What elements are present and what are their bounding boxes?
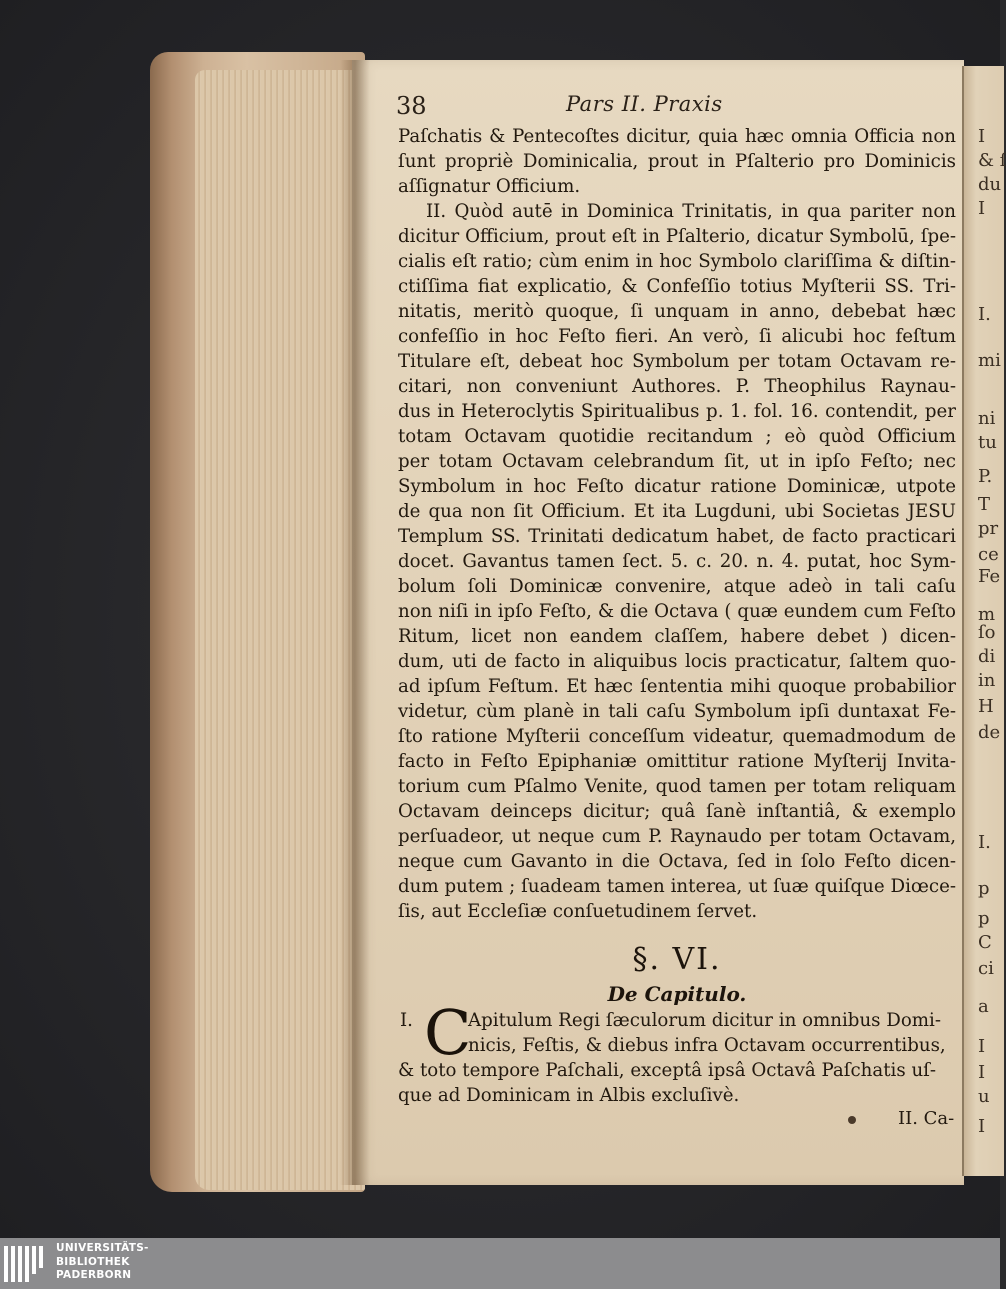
facing-text-fragment: ci [978,958,994,979]
facing-text-fragment: I. [978,304,991,325]
facing-text-fragment: T [978,494,991,515]
spine-shadow [340,60,370,1185]
facing-text-fragment: ſo [978,622,996,643]
text-line: II. Quòd autē in Dominica Trinitatis, in qua pariter non [426,201,956,222]
library-name-line: PADERBORN [56,1269,132,1281]
library-name-line: UNIVERSITÄTS- [56,1242,149,1254]
library-name [56,1242,149,1283]
text-line: ſis, aut Eccleſiæ conſuetudinem ſervet. [398,901,758,922]
facing-text-fragment: I [978,1116,986,1137]
catchword: II. Ca- [898,1108,955,1129]
facing-text-fragment: P. [978,466,993,487]
text-line: nitatis, meritò quoque, ſi unquam in anno, debebat hæc [398,301,956,322]
text-line: ctiſſima fiat explicatio, & Confeſſio totius Myſterii SS. Tri- [398,276,956,297]
text-line: non niſi in ipſo Feſto, & die Octava ( quæ eundem cum Feſto [398,601,956,622]
capitulum-line: que ad Dominicam in Albis excluſivè. [398,1085,740,1106]
text-line: Ritum, licet non eandem claſſem, habere debet ) dicen- [398,626,956,647]
text-line: videtur, cùm planè in tali caſu Symbolum ipſi duntaxat Fe- [398,701,956,722]
text-line: bolum ſoli Dominicæ convenire, atque adeò in tali caſu [398,576,956,597]
facing-text-fragment: & ſ [978,150,1006,171]
capitulum-line: Apitulum Regi ſæculorum dicitur in omnibus Domi- [468,1010,942,1031]
library-name-line: BIBLIOTHEK [56,1255,130,1268]
facing-text-fragment: I [978,126,986,147]
capitulum-paragraph [398,996,956,1108]
facing-text-fragment: I [978,1036,986,1057]
page-number: 38 [396,92,427,120]
text-line: Paſchatis & Pentecoſtes dicitur, quia hæc omnia Officia non [398,126,956,147]
facing-text-fragment: H [978,696,994,717]
text-line: dicitur Officium, prout eſt in Pſalterio, dicatur Symbolū, ſpe- [398,226,956,247]
facing-text-fragment: ce [978,544,999,565]
text-line: de qua non ſit Officium. Et ita Lugduni, ubi Societas JESU [398,501,956,522]
capitulum-line: nicis, Feſtis, & diebus infra Octavam occurrentibus, [468,1035,946,1056]
text-line: perſuadeor, ut neque cum P. Raynaudo per totam Octavam, [398,826,956,847]
facing-text-fragment: u [978,1086,990,1107]
facing-text-fragment: I [978,1062,986,1083]
facing-text-fragment: in [978,670,996,691]
capitulum-lines [398,1008,956,1108]
section-title: §. VI. [632,942,722,977]
section-subtitle: De Capitulo. [607,982,747,1006]
drop-capital: C [424,996,472,1069]
text-line: neque cum Gavanto in die Octava, ſed in ſolo Feſto dicen- [398,851,956,872]
text-line: citari, non conveniunt Authores. P. Theophilus Raynau- [398,376,956,397]
facing-text-fragment: tu [978,432,997,453]
text-line: ad ipſum Feſtum. Et hæc ſententia mihi quoque probabilior [398,676,956,697]
facing-text-fragment: mi [978,350,1001,371]
text-line: dum, uti de facto in aliquibus locis practicatur, ſaltem quo- [398,651,956,672]
facing-text-fragment: du [978,174,1002,195]
facing-text-fragment: p [978,908,990,929]
text-line: docet. Gavantus tamen ſect. 5. c. 20. n. 4. putat, hoc Sym- [398,551,956,572]
text-line: dus in Heteroclytis Spiritualibus p. 1. fol. 16. contendit, per [398,401,956,422]
text-line: ſunt propriè Dominicalia, prout in Pſalterio pro Dominicis [398,151,956,172]
facing-page-edge [962,66,1004,1176]
text-line: torium cum Pſalmo Venite, quod tamen per totam reliquam [398,776,956,797]
facing-text-fragment: C [978,932,992,953]
facing-text-fragment: I [978,198,986,219]
text-line: confeſſio in hoc Feſto fieri. An verò, ſi alicubi hoc feſtum [398,326,956,347]
facing-text-fragment: p [978,878,990,899]
text-line: cialis eſt ratio; cùm enim in hoc Symbolo clariſſima & diſtin- [398,251,956,272]
page-header [396,92,956,122]
facing-text-fragment: Fe [978,566,1001,587]
text-line: aſſignatur Officium. [398,176,581,197]
facing-text-fragment: I. [978,832,991,853]
running-title: Pars II. Praxis [566,92,723,116]
body-text [398,124,956,924]
text-line: ſto ratione Myſterii conceſſum videatur, quemadmodum de [398,726,956,747]
facing-text-fragment: a [978,996,989,1017]
library-logo-icon [4,1242,48,1284]
ink-dot [848,1116,856,1124]
text-line: per totam Octavam celebrandum ſit, ut in ipſo Feſto; nec [398,451,956,472]
paragraph-number: I. [400,1010,413,1031]
text-line: Titulare eſt, debeat hoc Symbolum per totam Octavam re- [398,351,956,372]
text-line: dum putem ; ſuadeam tamen interea, ut ſuæ quiſque Diœce- [398,876,956,897]
text-line: Octavam deinceps dicitur; quâ ſanè inſtantiâ, & exemplo [398,801,956,822]
library-footer [0,1238,1000,1289]
facing-text-fragment: pr [978,518,999,539]
facing-text-fragment: di [978,646,996,667]
capitulum-line: & toto tempore Paſchali, exceptâ ipsâ Octavâ Paſchatis uſ- [398,1060,937,1081]
text-line: facto in Feſto Epiphaniæ omittitur ratione Myſterij Invita- [398,751,956,772]
facing-text-fragment: de [978,722,1001,743]
facing-text-fragment: ni [978,408,996,429]
text-line: Templum SS. Trinitati dedicatum habet, de facto practicari [398,526,956,547]
facing-text-fragment: m [978,604,996,625]
text-line: Symbolum in hoc Feſto dicatur ratione Dominicæ, utpote [398,476,956,497]
text-line: totam Octavam quotidie recitandum ; eò quòd Officium [398,426,956,447]
